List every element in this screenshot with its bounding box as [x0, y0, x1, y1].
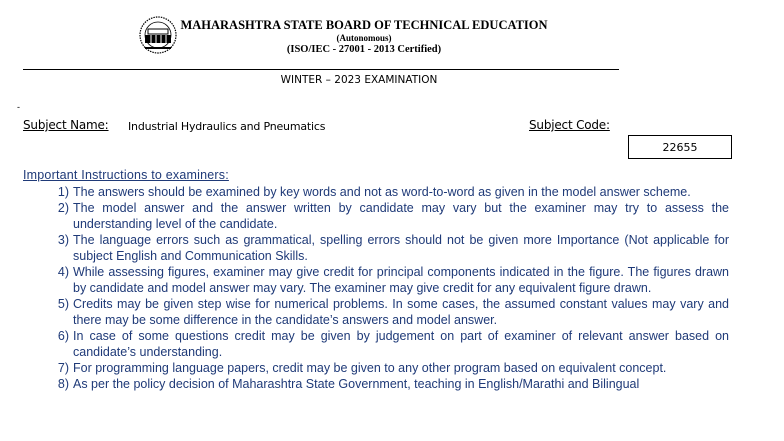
- item-text: The language errors such as grammatical, spelling errors should not be given more Importance (Not applicable for subject English and Communication Skills.: [73, 233, 729, 263]
- subject-code-value: 22655: [662, 140, 698, 154]
- subject-name-value: Industrial Hydraulics and Pneumatics: [128, 120, 326, 133]
- header-divider: [23, 69, 619, 70]
- board-name: MAHARASHTRA STATE BOARD OF TECHNICAL EDUCATION: [180, 18, 548, 32]
- subject-code-label: Subject Code:: [529, 118, 610, 132]
- list-item: [23, 232, 733, 264]
- item-text: While assessing figures, examiner may give credit for principal components indicated in the figure. The figures drawn by candidate and model answer may vary. The examiner may give credit for any equivalent figure drawn.: [73, 265, 729, 295]
- list-item: [23, 296, 733, 328]
- item-number: 6): [57, 329, 69, 343]
- item-number: 2): [57, 201, 69, 215]
- list-item: [23, 328, 733, 360]
- list-item: [23, 376, 733, 392]
- instructions-list: [23, 184, 733, 392]
- margin-mark: -: [17, 102, 20, 112]
- list-item: [23, 184, 733, 200]
- item-text: For programming language papers, credit may be given to any other program based on equivalent concept.: [73, 361, 667, 375]
- item-text: The model answer and the answer written by candidate may vary but the examiner may try to assess the understanding level of the candidate.: [73, 201, 729, 231]
- autonomous-label: (Autonomous): [336, 33, 392, 43]
- subject-name-label: Subject Name:: [23, 118, 109, 132]
- certification-label: (ISO/IEC - 27001 - 2013 Certified): [286, 44, 442, 55]
- item-number: 3): [57, 233, 69, 247]
- subject-code-box: [628, 135, 732, 159]
- instructions-heading: Important Instructions to examiners:: [23, 168, 229, 182]
- item-text: Credits may be given step wise for numerical problems. In some cases, the assumed constant values may vary and there may be some difference in the candidate’s answers and model answer.: [73, 297, 729, 327]
- item-text: The answers should be examined by key words and not as word-to-word as given in the model answer scheme.: [73, 185, 691, 199]
- item-text: In case of some questions credit may be given by judgement on part of examiner of relevant answer based on candidate’s understanding.: [73, 329, 729, 359]
- item-number: 4): [57, 265, 69, 279]
- item-number: 5): [57, 297, 69, 311]
- list-item: [23, 200, 733, 232]
- item-text: As per the policy decision of Maharashtra State Government, teaching in English/Marathi and Bilingual: [73, 377, 640, 391]
- item-number: 8): [57, 377, 69, 391]
- list-item: [23, 264, 733, 296]
- list-item: [23, 360, 733, 376]
- exam-title: WINTER – 2023 EXAMINATION: [280, 74, 438, 86]
- item-number: 7): [57, 361, 69, 375]
- item-number: 1): [57, 185, 69, 199]
